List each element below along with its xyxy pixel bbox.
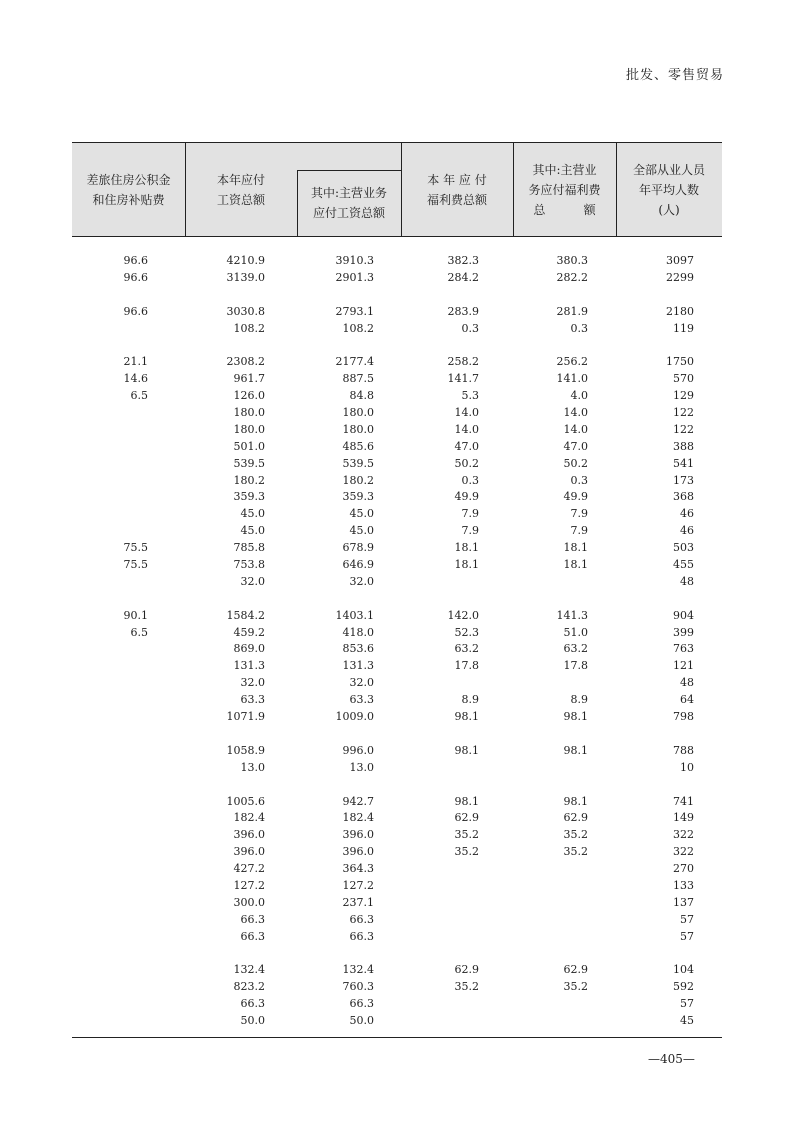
table-row [0, 388, 793, 405]
table-cell: 282.2 [556, 270, 588, 284]
table-cell: 50.2 [454, 456, 479, 470]
table-cell: 131.3 [233, 659, 265, 673]
table-cell: 539.5 [342, 456, 374, 470]
table-cell: 35.2 [454, 828, 479, 842]
table-cell: 63.3 [349, 693, 374, 707]
table-cell: 396.0 [233, 828, 265, 842]
table-cell: 104 [673, 963, 694, 977]
table-cell: 96.6 [123, 304, 148, 318]
header-main-business-welfare: 其中:主营业 务应付福利费 总 额 [528, 163, 601, 217]
table-cell: 127.2 [342, 878, 374, 892]
table-cell: 3910.3 [335, 254, 374, 267]
table-cell: 396.0 [233, 845, 265, 859]
table-cell: 570 [673, 372, 694, 386]
table-cell: 18.1 [563, 558, 588, 572]
table-cell: 47.0 [563, 439, 588, 453]
table-cell: 17.8 [563, 659, 588, 673]
header-average-employees: 全部从业人员 年平均人数 (人) [632, 163, 705, 217]
table-cell: 45.0 [349, 507, 374, 521]
table-cell: 753.8 [233, 558, 265, 572]
table-cell: 35.2 [454, 845, 479, 859]
table-cell: 14.0 [563, 406, 588, 420]
table-cell: 180.2 [342, 473, 374, 487]
table-cell: 180.0 [342, 406, 374, 420]
table-cell: 13.0 [349, 760, 374, 774]
table-cell: 2793.1 [335, 304, 374, 318]
table-cell: 57 [680, 929, 694, 943]
table-cell: 485.6 [342, 439, 374, 453]
table-row [0, 929, 793, 946]
table-cell: 45.0 [240, 507, 265, 521]
table-cell: 75.5 [123, 558, 148, 572]
table-row [0, 557, 793, 574]
table-row [0, 658, 793, 675]
table-cell: 63.2 [454, 642, 479, 656]
table-cell: 49.9 [454, 490, 479, 504]
table-cell: 0.3 [461, 473, 479, 487]
table-cell: 281.9 [556, 304, 588, 318]
table-cell: 10 [680, 760, 694, 774]
bottom-rule [72, 1037, 722, 1038]
table-cell: 122 [673, 422, 694, 436]
table-row [0, 354, 793, 371]
table-row [0, 962, 793, 979]
table-cell: 258.2 [447, 355, 479, 369]
table-cell: 98.1 [454, 743, 479, 757]
table-cell: 3030.8 [226, 304, 265, 318]
table-cell: 32.0 [349, 574, 374, 588]
table-cell: 18.1 [454, 541, 479, 555]
table-cell: 62.9 [563, 811, 588, 825]
table-cell: 1005.6 [226, 794, 265, 808]
table-cell: 35.2 [563, 845, 588, 859]
table-cell: 50.0 [240, 1014, 265, 1028]
table-cell: 418.0 [342, 625, 374, 639]
table-row [0, 912, 793, 929]
table-row [0, 743, 793, 760]
table-cell: 503 [673, 541, 694, 555]
table-row [0, 506, 793, 523]
table-row [0, 473, 793, 490]
table-cell: 45.0 [349, 524, 374, 538]
table-cell: 284.2 [447, 270, 479, 284]
table-cell: 4210.9 [226, 254, 265, 267]
table-cell: 1009.0 [335, 710, 374, 724]
table-row [0, 270, 793, 287]
table-row [0, 675, 793, 692]
table-cell: 541 [673, 456, 694, 470]
table-cell: 942.7 [342, 794, 374, 808]
table-cell: 46 [680, 524, 694, 538]
table-cell: 364.3 [342, 862, 374, 876]
table-cell: 0.3 [570, 321, 588, 335]
table-cell: 98.1 [563, 743, 588, 757]
table-row [0, 371, 793, 388]
table-cell: 399 [673, 625, 694, 639]
table-cell: 237.1 [342, 895, 374, 909]
table-cell: 256.2 [556, 355, 588, 369]
table-cell: 131.3 [342, 659, 374, 673]
table-cell: 35.2 [454, 980, 479, 994]
table-cell: 3097 [666, 254, 694, 267]
table-cell: 141.3 [556, 608, 588, 622]
table-row [0, 574, 793, 591]
table-cell: 50.2 [563, 456, 588, 470]
table-cell: 2177.4 [335, 355, 374, 369]
table-cell: 368 [673, 490, 694, 504]
table-cell: 270 [673, 862, 694, 876]
page-number: —405— [648, 1052, 695, 1066]
table-cell: 14.6 [123, 372, 148, 386]
table-cell: 2308.2 [226, 355, 265, 369]
table-cell: 46 [680, 507, 694, 521]
group-spacer [0, 777, 793, 794]
table-cell: 6.5 [130, 625, 148, 639]
table-cell: 32.0 [349, 676, 374, 690]
table-cell: 182.4 [342, 811, 374, 825]
table-cell: 66.3 [349, 929, 374, 943]
table-cell: 108.2 [233, 321, 265, 335]
table-cell: 96.6 [123, 270, 148, 284]
table-cell: 788 [673, 743, 694, 757]
table-cell: 3139.0 [226, 270, 265, 284]
table-cell: 96.6 [123, 254, 148, 267]
table-cell: 48 [680, 574, 694, 588]
table-row [0, 878, 793, 895]
table-cell: 592 [673, 980, 694, 994]
table-cell: 14.0 [563, 422, 588, 436]
table-row [0, 844, 793, 861]
table-cell: 0.3 [570, 473, 588, 487]
table-cell: 14.0 [454, 406, 479, 420]
table-cell: 180.0 [233, 422, 265, 436]
table-row [0, 253, 793, 270]
table-cell: 961.7 [233, 372, 265, 386]
table-row [0, 641, 793, 658]
table-cell: 539.5 [233, 456, 265, 470]
table-cell: 283.9 [447, 304, 479, 318]
table-cell: 382.3 [447, 254, 479, 267]
table-cell: 887.5 [342, 372, 374, 386]
table-cell: 45.0 [240, 524, 265, 538]
table-cell: 47.0 [454, 439, 479, 453]
table-cell: 50.0 [349, 1014, 374, 1028]
table-cell: 129 [673, 389, 694, 403]
table-cell: 1058.9 [226, 743, 265, 757]
table-cell: 137 [673, 895, 694, 909]
table-cell: 388 [673, 439, 694, 453]
table-cell: 108.2 [342, 321, 374, 335]
table-row [0, 405, 793, 422]
table-cell: 8.9 [570, 693, 588, 707]
table-cell: 14.0 [454, 422, 479, 436]
table-cell: 501.0 [233, 439, 265, 453]
table-cell: 141.7 [447, 372, 479, 386]
running-head: 批发、零售贸易 [625, 68, 724, 83]
table-row [0, 1013, 793, 1030]
table-cell: 121 [673, 659, 694, 673]
table-cell: 62.9 [454, 811, 479, 825]
table-cell: 35.2 [563, 980, 588, 994]
table-cell: 62.9 [454, 963, 479, 977]
table-cell: 57 [680, 997, 694, 1011]
table-cell: 427.2 [233, 862, 265, 876]
header-main-business-wages: 其中:主营业务 应付工资总额 [310, 186, 388, 220]
table-cell: 7.9 [570, 524, 588, 538]
table-cell: 7.9 [461, 524, 479, 538]
group-spacer [0, 726, 793, 743]
table-cell: 21.1 [123, 355, 148, 369]
table-cell: 75.5 [123, 541, 148, 555]
table-cell: 66.3 [240, 912, 265, 926]
table-cell: 2901.3 [335, 270, 374, 284]
table-cell: 1071.9 [226, 710, 265, 724]
table-cell: 2299 [666, 270, 694, 284]
table-row [0, 895, 793, 912]
table-cell: 126.0 [233, 389, 265, 403]
table-cell: 142.0 [447, 608, 479, 622]
table-row [0, 489, 793, 506]
table-cell: 763 [673, 642, 694, 656]
group-spacer [0, 946, 793, 963]
table-cell: 66.3 [240, 929, 265, 943]
table-cell: 646.9 [342, 558, 374, 572]
table-cell: 49.9 [563, 490, 588, 504]
table-cell: 84.8 [349, 389, 374, 403]
table-cell: 4.0 [570, 389, 588, 403]
table-cell: 64 [680, 693, 694, 707]
table-cell: 678.9 [342, 541, 374, 555]
table-cell: 119 [673, 321, 694, 335]
table-cell: 149 [673, 811, 694, 825]
table-cell: 66.3 [240, 997, 265, 1011]
table-cell: 98.1 [454, 710, 479, 724]
table-cell: 122 [673, 406, 694, 420]
table-cell: 7.9 [461, 507, 479, 521]
table-cell: 98.1 [563, 710, 588, 724]
table-cell: 5.3 [461, 389, 479, 403]
table-cell: 1584.2 [226, 608, 265, 622]
table-cell: 6.5 [130, 389, 148, 403]
table-row [0, 321, 793, 338]
table-row [0, 456, 793, 473]
table-cell: 63.2 [563, 642, 588, 656]
table-row [0, 540, 793, 557]
table-cell: 380.3 [556, 254, 588, 267]
table-row [0, 692, 793, 709]
table-row [0, 810, 793, 827]
table-row [0, 709, 793, 726]
table-cell: 182.4 [233, 811, 265, 825]
group-spacer [0, 287, 793, 304]
table-cell: 45 [680, 1014, 694, 1028]
table-cell: 66.3 [349, 997, 374, 1011]
table-cell: 396.0 [342, 845, 374, 859]
table-cell: 904 [673, 608, 694, 622]
table-cell: 322 [673, 828, 694, 842]
table-cell: 62.9 [563, 963, 588, 977]
table-cell: 18.1 [563, 541, 588, 555]
table-cell: 996.0 [342, 743, 374, 757]
table-cell: 127.2 [233, 878, 265, 892]
table-cell: 300.0 [233, 895, 265, 909]
table-cell: 48 [680, 676, 694, 690]
table-row [0, 608, 793, 625]
table-cell: 798 [673, 710, 694, 724]
table-cell: 13.0 [240, 760, 265, 774]
table-cell: 180.0 [342, 422, 374, 436]
table-cell: 2180 [666, 304, 694, 318]
group-spacer [0, 337, 793, 354]
table-cell: 98.1 [454, 794, 479, 808]
table-cell: 173 [673, 473, 694, 487]
table-cell: 132.4 [342, 963, 374, 977]
table-cell: 869.0 [233, 642, 265, 656]
table-row [0, 439, 793, 456]
table-cell: 57 [680, 912, 694, 926]
table-cell: 396.0 [342, 828, 374, 842]
table-cell: 180.0 [233, 406, 265, 420]
table-row [0, 523, 793, 540]
table-cell: 459.2 [233, 625, 265, 639]
table-cell: 0.3 [461, 321, 479, 335]
table-cell: 32.0 [240, 676, 265, 690]
table-cell: 7.9 [570, 507, 588, 521]
table-cell: 8.9 [461, 693, 479, 707]
table-cell: 785.8 [233, 541, 265, 555]
table-row [0, 422, 793, 439]
table-cell: 32.0 [240, 574, 265, 588]
table-cell: 853.6 [342, 642, 374, 656]
table-row [0, 996, 793, 1013]
table-row [0, 625, 793, 642]
table-cell: 132.4 [233, 963, 265, 977]
table-cell: 1750 [666, 355, 694, 369]
table-cell: 359.3 [342, 490, 374, 504]
table-row [0, 760, 793, 777]
table-cell: 51.0 [563, 625, 588, 639]
table-row [0, 827, 793, 844]
table-row [0, 861, 793, 878]
table-cell: 98.1 [563, 794, 588, 808]
table-cell: 66.3 [349, 912, 374, 926]
header-total-welfare: 本 年 应 付 福利费总额 [426, 173, 487, 207]
header-total-payable-wages: 本年应付 工资总额 [216, 173, 265, 207]
table-cell: 760.3 [342, 980, 374, 994]
table-cell: 359.3 [233, 490, 265, 504]
table-cell: 52.3 [454, 625, 479, 639]
table-cell: 455 [673, 558, 694, 572]
table-cell: 1403.1 [335, 608, 374, 622]
table-cell: 17.8 [454, 659, 479, 673]
table-cell: 322 [673, 845, 694, 859]
table-body [0, 253, 793, 1030]
table-cell: 35.2 [563, 828, 588, 842]
table-cell: 823.2 [233, 980, 265, 994]
group-spacer [0, 591, 793, 608]
table-cell: 180.2 [233, 473, 265, 487]
table-row [0, 979, 793, 996]
table-cell: 741 [673, 794, 694, 808]
table-row [0, 794, 793, 811]
table-cell: 141.0 [556, 372, 588, 386]
table-cell: 133 [673, 878, 694, 892]
header-travel-housing-fund: 差旅住房公积金 和住房补贴费 [86, 173, 171, 207]
table-cell: 18.1 [454, 558, 479, 572]
table-row [0, 304, 793, 321]
table-cell: 90.1 [123, 608, 148, 622]
table-cell: 63.3 [240, 693, 265, 707]
